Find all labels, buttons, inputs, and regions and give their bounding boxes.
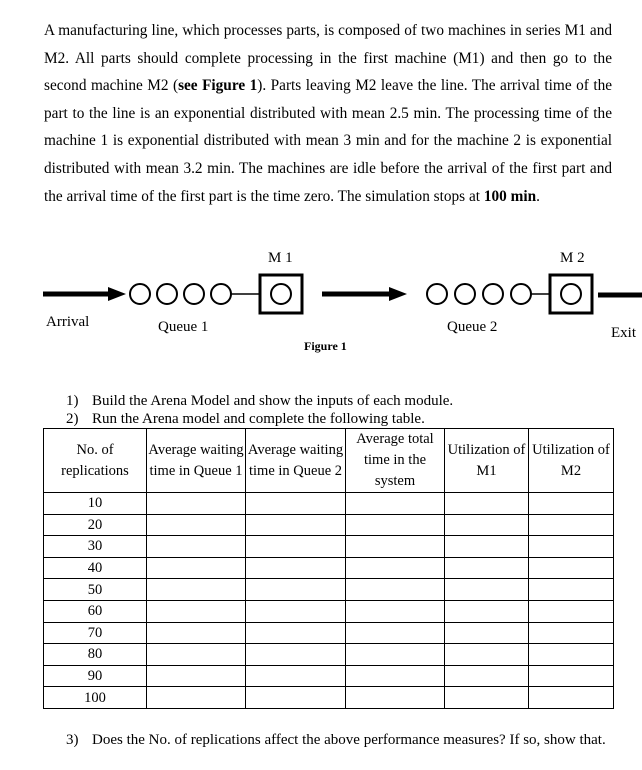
- table-cell[interactable]: [529, 493, 614, 515]
- queue-2-circles: [427, 284, 531, 304]
- table-cell[interactable]: [529, 622, 614, 644]
- header-total-time: Average total time in the system: [346, 429, 445, 493]
- table-cell[interactable]: [346, 557, 445, 579]
- table-row: [44, 536, 614, 558]
- table-cell[interactable]: [147, 622, 246, 644]
- table-cell[interactable]: [346, 644, 445, 666]
- replication-count: 80: [44, 644, 147, 666]
- question-3-number: 3): [66, 732, 79, 748]
- table-cell[interactable]: [529, 579, 614, 601]
- statement-text-2: ). Parts leaving M2 leave the line. The arrival time of the part to the line is an exponential distributed with mean 2.5 min. The processing time of the machine 1 is exponential distributed with mean 3 min and for the machine 2 is exponential distributed with mean 3.2 min. The machines are idle before the arrival of the first part and the arrival time of the first part is the time zero. The simulation stops at: [44, 77, 613, 205]
- table-row: [44, 557, 614, 579]
- queue-1-part: [157, 284, 177, 304]
- table-row: [44, 600, 614, 622]
- table-header-row: [44, 429, 614, 493]
- queue-2-part: [511, 284, 531, 304]
- replication-count: 40: [44, 557, 147, 579]
- replication-count: 50: [44, 579, 147, 601]
- header-util-m1: Utilization of M1: [445, 429, 529, 493]
- queue-1-part: [130, 284, 150, 304]
- table-cell[interactable]: [346, 536, 445, 558]
- table-row: [44, 665, 614, 687]
- table-cell[interactable]: [246, 600, 346, 622]
- table-cell[interactable]: [346, 687, 445, 709]
- table-cell[interactable]: [147, 493, 246, 515]
- table-cell[interactable]: [445, 579, 529, 601]
- question-1-text: Build the Arena Model and show the inputs of each module.: [92, 393, 454, 409]
- arrival-arrow: [43, 287, 126, 301]
- table-cell[interactable]: [147, 687, 246, 709]
- table-row: [44, 493, 614, 515]
- table-cell[interactable]: [529, 644, 614, 666]
- question-3-text: Does the No. of replications affect the above performance measures? If so, show that.: [92, 732, 606, 748]
- replication-count: 70: [44, 622, 147, 644]
- queue-2-part: [427, 284, 447, 304]
- table-row: [44, 644, 614, 666]
- queue-1-part: [211, 284, 231, 304]
- table-cell[interactable]: [246, 514, 346, 536]
- header-replications: No. of replications: [44, 429, 147, 493]
- figure-caption: Figure 1: [304, 339, 347, 353]
- question-1-number: 1): [66, 393, 79, 409]
- replication-count: 100: [44, 687, 147, 709]
- question-2-text: Run the Arena model and complete the following table.: [92, 411, 425, 427]
- table-row: [44, 622, 614, 644]
- table-cell[interactable]: [445, 622, 529, 644]
- table-cell[interactable]: [346, 665, 445, 687]
- table-cell[interactable]: [246, 579, 346, 601]
- table-cell[interactable]: [445, 687, 529, 709]
- table-cell[interactable]: [346, 514, 445, 536]
- replication-count: 20: [44, 514, 147, 536]
- table-cell[interactable]: [246, 644, 346, 666]
- queue-2-part: [455, 284, 475, 304]
- header-util-m2: Utilization of M2: [529, 429, 614, 493]
- results-table: [43, 428, 614, 709]
- machine-2-box: [550, 275, 592, 313]
- stop-time: 100 min: [483, 187, 537, 205]
- table-cell[interactable]: [346, 579, 445, 601]
- m1-label: M 1: [268, 250, 293, 266]
- table-cell[interactable]: [246, 536, 346, 558]
- table-row: [44, 514, 614, 536]
- queue-2-part: [483, 284, 503, 304]
- question-2: [66, 411, 425, 428]
- table-cell[interactable]: [529, 687, 614, 709]
- table-cell[interactable]: [346, 622, 445, 644]
- table-cell[interactable]: [147, 579, 246, 601]
- table-cell[interactable]: [529, 514, 614, 536]
- table-cell[interactable]: [445, 493, 529, 515]
- table-cell[interactable]: [529, 665, 614, 687]
- table-cell[interactable]: [147, 514, 246, 536]
- table-cell[interactable]: [147, 665, 246, 687]
- table-cell[interactable]: [529, 600, 614, 622]
- table-cell[interactable]: [445, 557, 529, 579]
- machine-1-box: [260, 275, 302, 313]
- table-cell[interactable]: [445, 600, 529, 622]
- table-cell[interactable]: [246, 493, 346, 515]
- table-cell[interactable]: [147, 644, 246, 666]
- header-wait-queue-1: Average waiting time in Queue 1: [147, 429, 246, 493]
- figure-reference: see Figure 1: [178, 77, 258, 95]
- table-cell[interactable]: [147, 600, 246, 622]
- statement-text-3: .: [536, 187, 540, 205]
- replication-count: 90: [44, 665, 147, 687]
- exit-label: Exit: [611, 325, 636, 341]
- queue-1-circles: [130, 284, 231, 304]
- table-cell[interactable]: [445, 665, 529, 687]
- queue-2-label: Queue 2: [447, 319, 498, 335]
- question-2-number: 2): [66, 411, 79, 427]
- arrival-label: Arrival: [46, 314, 90, 330]
- table-cell[interactable]: [529, 536, 614, 558]
- replication-count: 30: [44, 536, 147, 558]
- queue-1-label: Queue 1: [158, 319, 209, 335]
- table-cell[interactable]: [445, 644, 529, 666]
- table-cell[interactable]: [346, 600, 445, 622]
- question-3: [66, 731, 614, 749]
- table-cell[interactable]: [246, 557, 346, 579]
- table-row: [44, 687, 614, 709]
- table-cell[interactable]: [147, 536, 246, 558]
- table-cell[interactable]: [445, 536, 529, 558]
- production-line-figure: [0, 0, 642, 360]
- queue-1-part: [184, 284, 204, 304]
- table-cell[interactable]: [246, 622, 346, 644]
- table-cell[interactable]: [246, 687, 346, 709]
- replication-count: 60: [44, 600, 147, 622]
- table-cell[interactable]: [246, 665, 346, 687]
- table-row: [44, 579, 614, 601]
- table-cell[interactable]: [445, 514, 529, 536]
- table-cell[interactable]: [529, 557, 614, 579]
- header-wait-queue-2: Average waiting time in Queue 2: [246, 429, 346, 493]
- transfer-arrow: [322, 287, 407, 301]
- question-1: [66, 393, 453, 410]
- table-cell[interactable]: [346, 493, 445, 515]
- table-cell[interactable]: [147, 557, 246, 579]
- replication-count: 10: [44, 493, 147, 515]
- statement-text-1: A manufacturing line, which processes parts, is composed of two machines in series M1 and M2. All parts should complete processing in the first machine (M1) and then go to the second machine M2 (: [44, 22, 612, 95]
- m2-label: M 2: [560, 250, 585, 266]
